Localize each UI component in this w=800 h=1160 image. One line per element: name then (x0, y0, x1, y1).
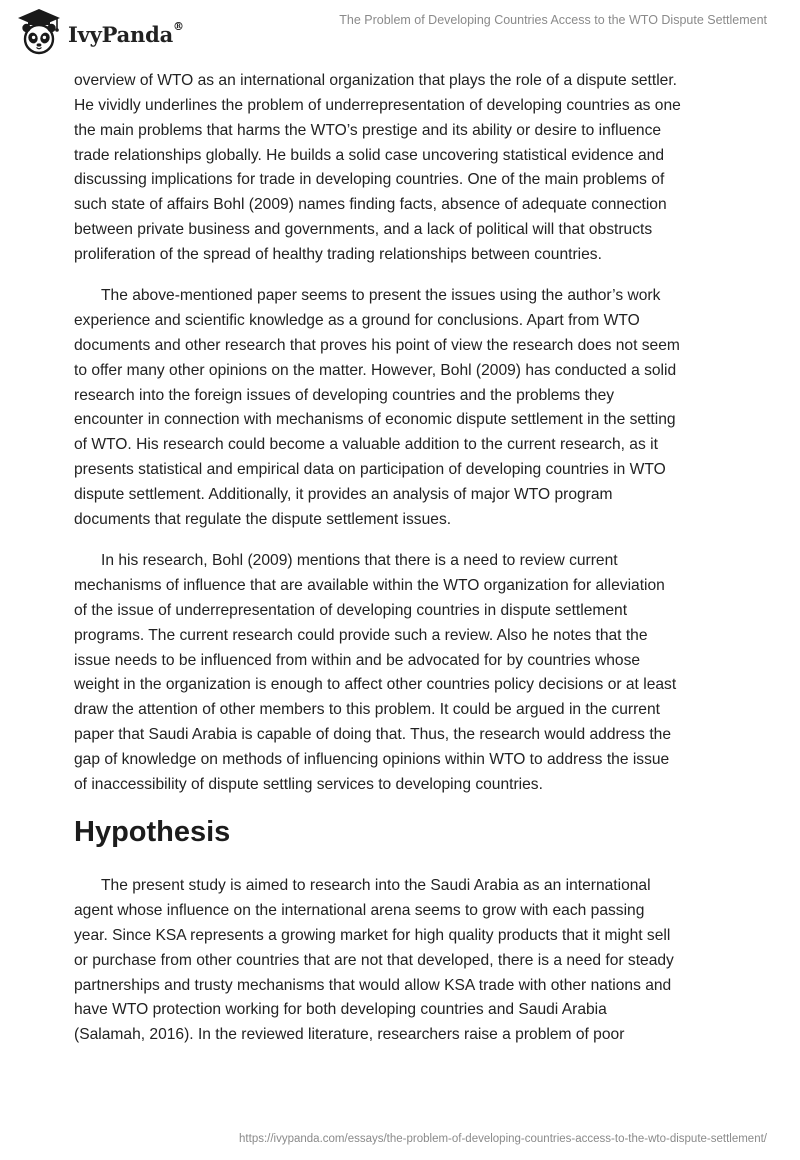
text-line: of the issue of underrepresentation of developing countries in dispute settlement (74, 601, 628, 619)
text-line: research into the foreign issues of developing countries and the problems they (74, 386, 615, 404)
text-line: the main problems that harms the WTO’s prestige and its ability or desire to influence (74, 121, 662, 139)
text-line: documents and other research that proves his point of view the research does not seem (74, 336, 680, 354)
page-header (0, 0, 800, 70)
essay-body (74, 69, 734, 1065)
brand-name: IvyPanda® (68, 19, 184, 47)
text-line: In his research, Bohl (2009) mentions that there is a need to review current (101, 552, 618, 570)
text-line: dispute settlement. Additionally, it provides an analysis of major WTO program (74, 486, 613, 503)
text-line: gap of knowledge on methods of influencing opinions within WTO to address the issue (74, 750, 670, 768)
text-line: of inaccessibility of dispute settling services to developing countries. (74, 775, 543, 793)
text-line: agent whose influence on the international arena seems to grow with each passing (74, 901, 645, 919)
panda-graduate-icon (14, 7, 64, 57)
paragraph-3 (74, 549, 734, 797)
text-line: The present study is aimed to research into the Saudi Arabia as an international (101, 877, 651, 895)
text-line: mechanisms of influence that are available within the WTO organization for alleviation (74, 577, 665, 595)
document-title: The Problem of Developing Countries Access to the WTO Dispute Settlement (339, 13, 767, 27)
text-line: discussing implications for trade in developing countries. One of the main problems of (74, 171, 665, 189)
text-line: issue needs to be influenced from within and be advocated for by countries whose (74, 651, 641, 669)
text-line: encounter in connection with mechanisms of economic dispute settlement in the setting (74, 411, 676, 429)
text-line: of WTO. His research could become a valuable addition to the current research, as it (74, 436, 658, 454)
text-line: year. Since KSA represents a growing market for high quality products that it might sell (74, 926, 671, 944)
ivypanda-logo[interactable] (14, 7, 184, 57)
text-line: paper that Saudi Arabia is capable of doing that. Thus, the research would address the (74, 726, 671, 744)
text-line: have WTO protection working for both developing countries and Saudi Arabia (74, 1001, 607, 1019)
text-line: (Salamah, 2016). In the reviewed literature, researchers raise a problem of poor (74, 1026, 625, 1044)
text-line: between private business and governments, and a lack of political will that obstructs (74, 221, 653, 239)
text-line: or purchase from other countries that are not that developed, there is a need for steady (74, 951, 674, 969)
text-line: partnerships and trusty mechanisms that would allow KSA trade with other nations and (74, 976, 672, 994)
text-line: such state of affairs Bohl (2009) names finding facts, absence of adequate connection (74, 196, 667, 214)
paragraph-2 (74, 284, 734, 532)
text-line: presents statistical and empirical data on participation of developing countries in WTO (74, 461, 666, 479)
text-line: trade relationships globally. He builds a solid case uncovering statistical evidence and (74, 146, 665, 164)
text-line: proliferation of the spread of healthy trading relationships between countries. (74, 245, 602, 263)
text-line: to offer many other opinions on the matter. However, Bohl (2009) has conducted a solid (74, 361, 677, 379)
text-line: He vividly underlines the problem of underrepresentation of developing countries as one (74, 96, 681, 114)
section-heading-hypothesis: Hypothesis (74, 816, 231, 849)
text-line: experience and scientific knowledge as a ground for conclusions. Apart from WTO (74, 312, 640, 330)
text-line: The above-mentioned paper seems to present the issues using the author’s work (101, 287, 661, 305)
paragraph-4 (74, 874, 734, 1048)
text-line: draw the attention of other members to this problem. It could be argued in the current (74, 701, 660, 719)
text-line: weight in the organization is enough to affect other countries policy decisions or at least (74, 676, 677, 694)
paragraph-1 (74, 69, 734, 268)
text-line: programs. The current research could provide such a review. Also he notes that the (74, 626, 648, 644)
text-line: overview of WTO as an international organization that plays the role of a dispute settler. (74, 72, 678, 89)
text-line: documents that regulate the dispute settlement issues. (74, 510, 452, 528)
source-url[interactable]: https://ivypanda.com/essays/the-problem-of-developing-countries-access-to-the-wto-dispute-settlement/ (239, 1133, 767, 1145)
